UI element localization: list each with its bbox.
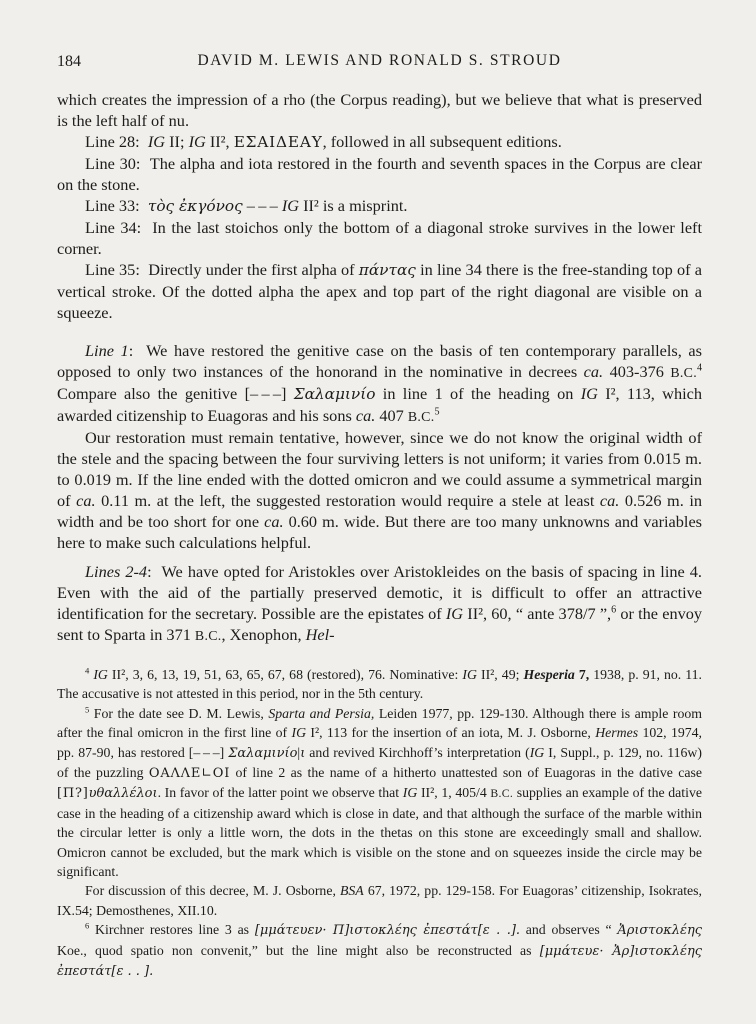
commentary-lines-2-4: Lines 2-4: We have opted for Aristokles over Aristokleides on the basis of spacing in line 4. Even with the aid of the partially preserved demotic, it is difficult to offer an attractive identification for the secretary. Possible are the epistates of IG II², 60, “ ante 378/7 ”,$^6$ or the envoy sent to Sparta in 371 B.C., Xenophon, Hel- [57,562,703,644]
footnote-4: $^4$ IG II², 3, 6, 13, 19, 51, 63, 65, 67, 68 (restored), 76. Nominative: IG II², 49; Hesperia 7, 1938, p. 91, no. 11. The accusative is not attested in this period, nor in the 5th century. [57,665,703,702]
running-head: DAVID M. LEWIS AND RONALD S. STROUD [197,52,562,69]
note-line-28: Line 28: IG II; IG II², ΕΣΑΙΔΕΑΥ, followed in all subsequent editions. [85,132,562,151]
paragraph-rho-continuation: which creates the impression of a rho (the Corpus reading), but we believe that what is preserved is the left half of nu. [57,90,702,130]
note-line-35: Line 35: Directly under the first alpha of πάντας in line 34 there is the free-standing top of a vertical stroke. Of the dotted alpha the apex and top part of the right diagonal are visible on a squeeze. [57,260,702,322]
page-header [57,52,702,74]
footnotes [57,665,702,982]
footnote-6: $^6$ Kirchner restores line 3 as [μμάτευεν· Π]ιστοκλέης ἐπεστάτ[ε . .]. and observes “ Ἀριστοκλέης Koe., quod spatio non convenit,” but the line might also be reconstructed as [μμάτευε· Ἀρ]ιστοκλέης ἐπεστάτ[ε . . ]. [57,920,702,980]
body-text [57,89,702,646]
note-line-33: Line 33: τὸς ἐκγόνος – – – IG II² is a misprint. [85,196,408,215]
footnote-5: $^5$ For the date see D. M. Lewis, Sparta and Persia, Leiden 1977, pp. 129-130. Although there is ample room after the final omicron in the first line of IG I², 113 for the insertion of an iota, M. J. Osborne, Hermes 102, 1974, pp. 87-90, has restored [– – –] Σαλαμινίο|ι and revived Kirchhoff’s interpretation (IG I, Suppl., p. 129, no. 116w) of the puzzling ΟΑΛΛΕ∟ΟΙ of line 2 as the name of a hitherto unattested son of Euagoras in the dative case [Π?]υθαλλέλοι. In favor of the latter point we observe that IG II², 1, 405/4 B.C. supplies an example of the dative case in the heading of a citizenship award which is close in date, and that although the surface of the marble within the circular letter is only a little worn, the dots in the thetas on this stone are exceedingly small and shallow. Omicron cannot be excluded, but the mark which is visible on the stone and on squeezes inside the circle may be significant. [57,704,702,880]
paragraph-restoration-tentative: Our restoration must remain tentative, however, since we do not know the original width of the stele and the spacing between the four surviving letters is not uniform; it varies from 0.015 m. to 0.019 m. If the line ended with the dotted omicron and we could assume a symmetrical margin of ca. 0.11 m. at the left, the suggested restoration would require a stele at least ca. 0.526 m. in width and be too short for one ca. 0.60 m. wide. But there are too many unknowns and variables here to make such calculations helpful. [57,428,703,552]
page-number: 184 [57,53,81,70]
note-line-30: Line 30: The alpha and iota restored in the fourth and seventh spaces in the Corpus are clear on the stone. [57,154,702,194]
note-line-34: Line 34: In the last stoichos only the bottom of a diagonal stroke survives in the lower left corner. [57,218,702,258]
commentary-line-1: Line 1: We have restored the genitive case on the basis of ten contemporary parallels, as opposed to only two instances of the honorand in the nominative in decrees ca. 403-376 B.C.$^4$ Compare also the genitive [– – –] Σαλαμινίο in line 1 of the heading on IG I², 113, which awarded citizenship to Euagoras and his sons ca. 407 B.C.$^5$ [57,341,703,425]
footnote-5-continued: For discussion of this decree, M. J. Osborne, BSA 67, 1972, pp. 129-158. For Euagoras’ citizenship, Isokrates, IX.54; Demosthenes, XII.10. [57,883,702,918]
